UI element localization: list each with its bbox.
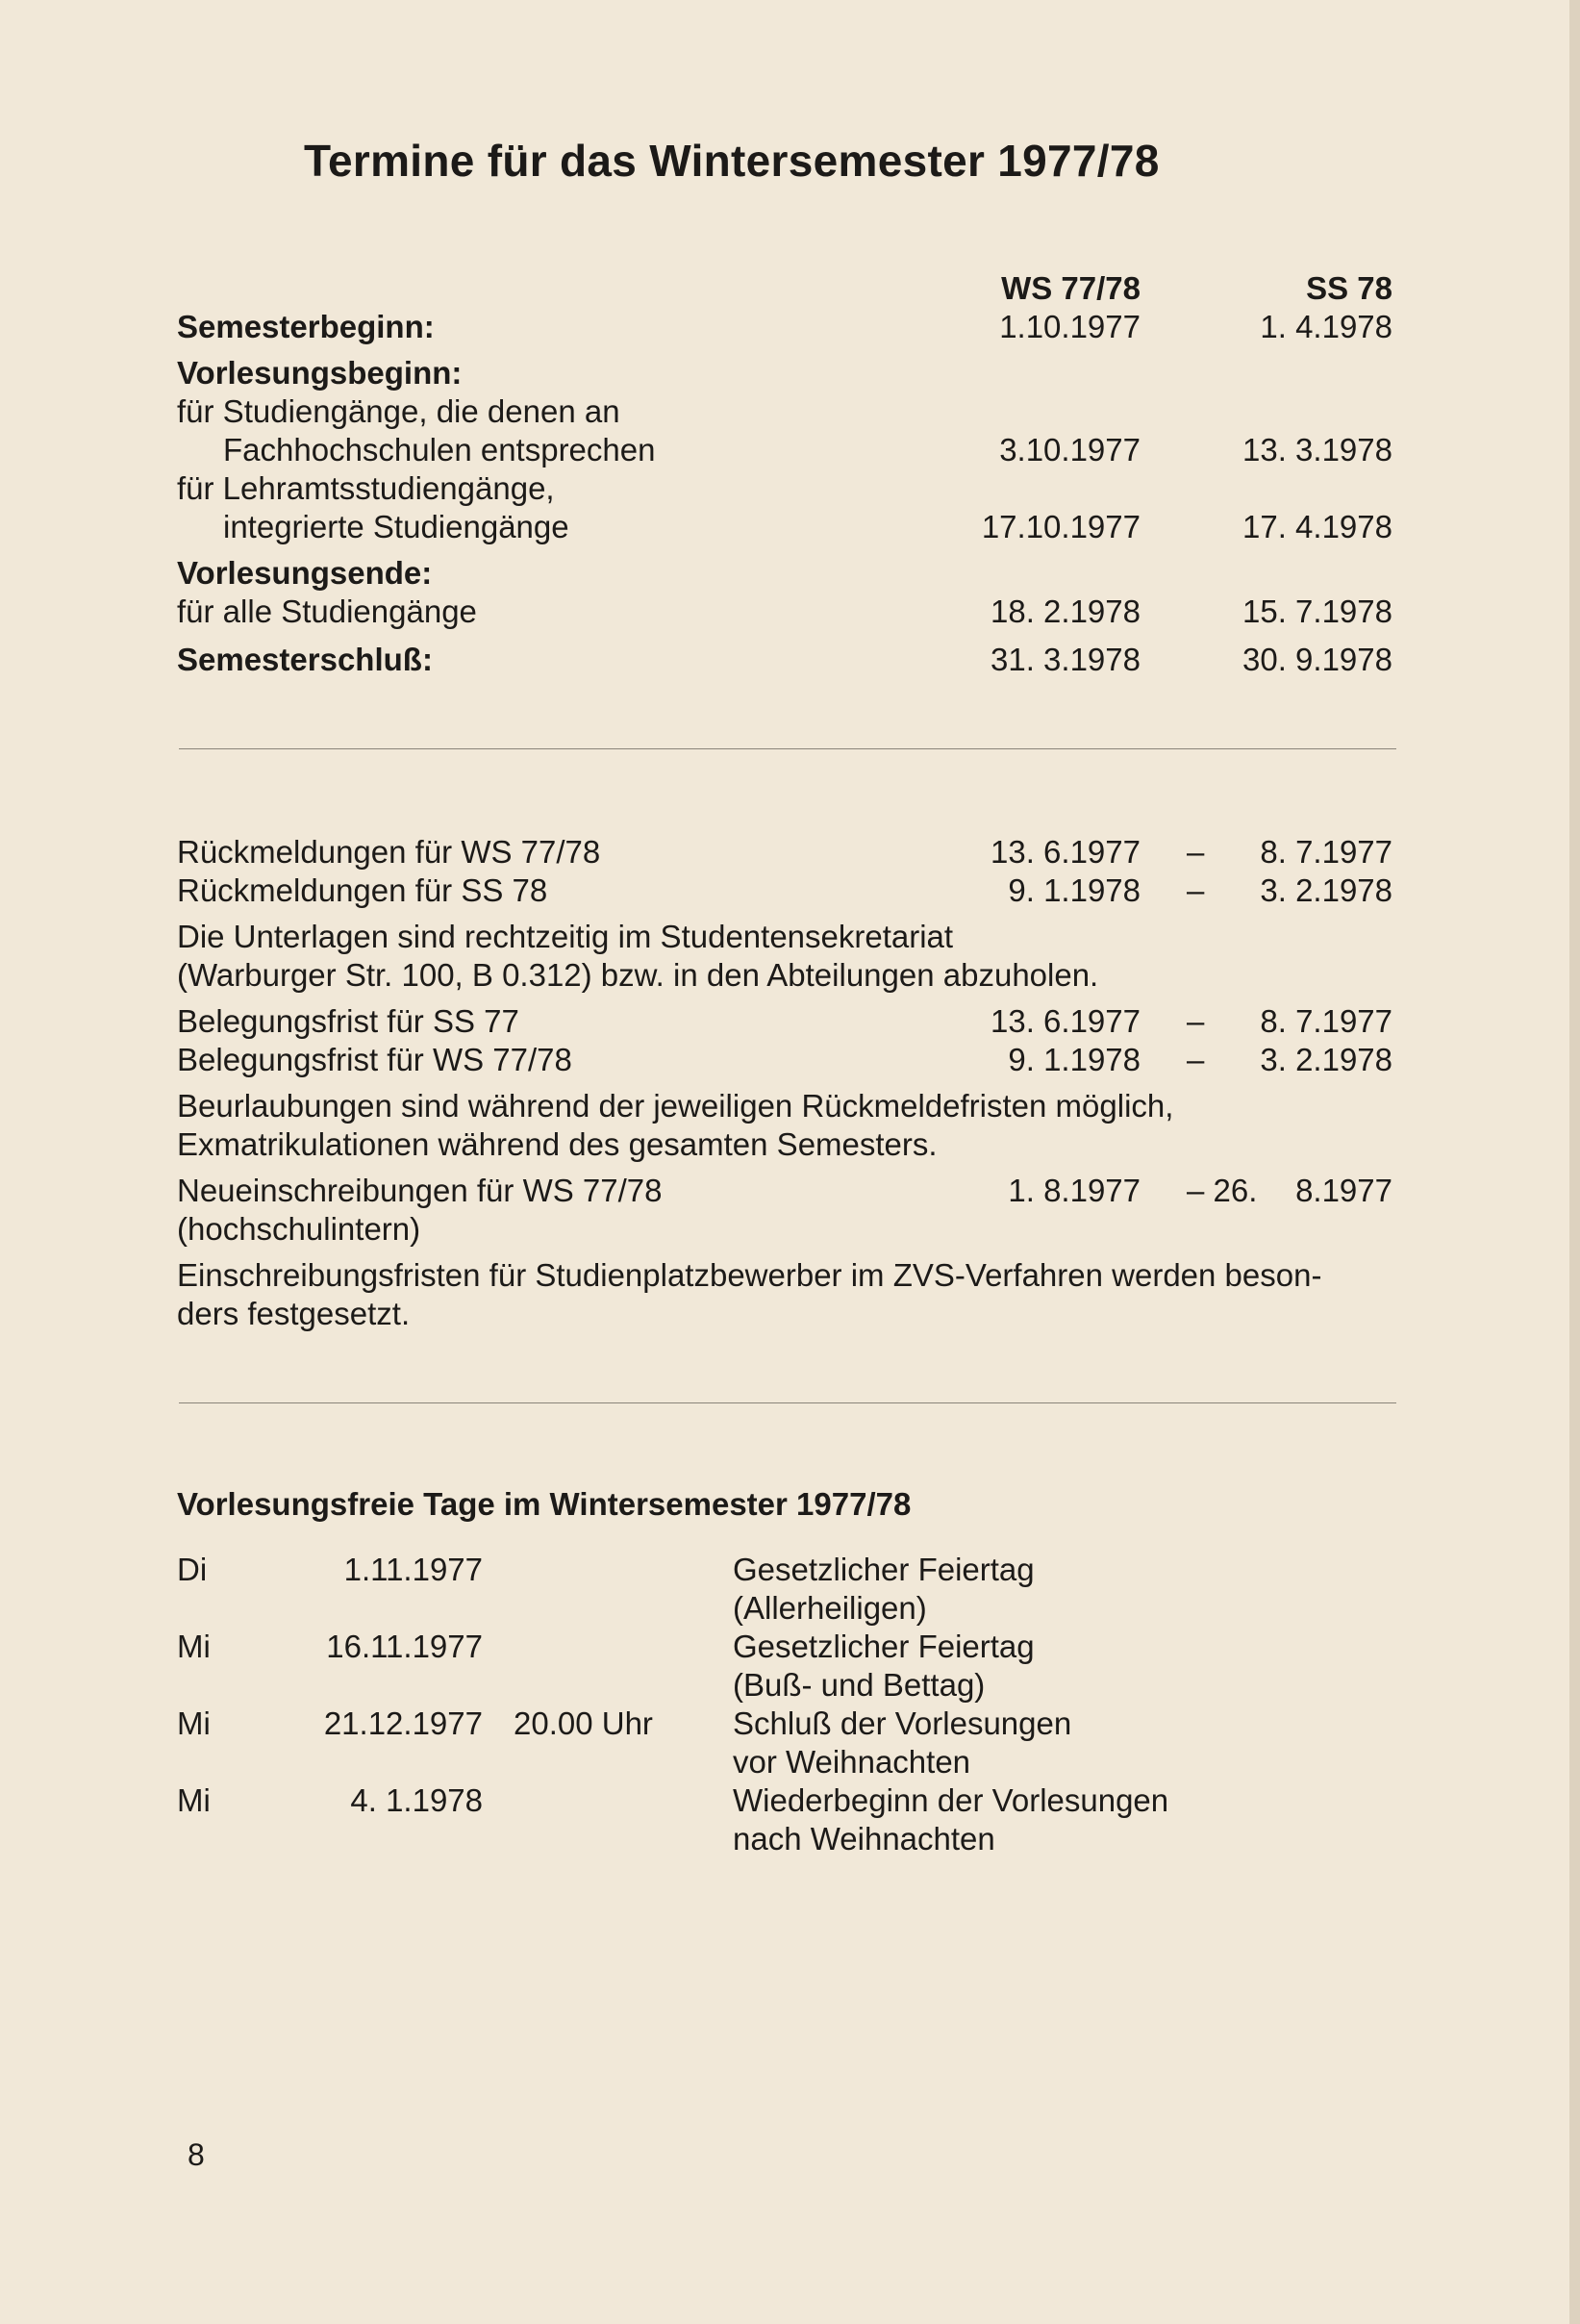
belegungsfrist-ws-to: 3. 2.1978	[1260, 1042, 1392, 1077]
column-header-ws: WS 77/78	[1001, 270, 1141, 306]
holidays-heading: Vorlesungsfreie Tage im Wintersemester 1977/78	[177, 1486, 912, 1522]
vorlesungsbeginn-heading: Vorlesungsbeginn:	[177, 355, 463, 391]
neueinschreibung-to: 8.1977	[1295, 1173, 1392, 1208]
neueinschreibung-note: (hochschulintern)	[177, 1211, 421, 1247]
vorlesungsende-ws: 18. 2.1978	[991, 594, 1141, 629]
holiday-description-detail: vor Weihnachten	[733, 1744, 971, 1780]
vorlesungsbeginn-row1-ws: 3.10.1977	[999, 432, 1141, 467]
semesterbeginn-label: Semesterbeginn:	[177, 309, 435, 344]
rueckmeldung-ss-label: Rückmeldungen für SS 78	[177, 872, 548, 908]
unterlagen-note-line2: (Warburger Str. 100, B 0.312) bzw. in den Abteilungen abzuholen.	[177, 957, 1099, 993]
holiday-day: Di	[177, 1552, 208, 1587]
holiday-day: Mi	[177, 1782, 211, 1818]
vorlesungsende-ss: 15. 7.1978	[1242, 594, 1392, 629]
divider	[179, 1402, 1396, 1403]
holiday-date: 4. 1.1978	[350, 1782, 483, 1818]
rueckmeldung-ss-from: 9. 1.1978	[1008, 872, 1141, 908]
holiday-day: Mi	[177, 1705, 211, 1741]
rueckmeldung-ss-dash: –	[1187, 872, 1205, 908]
semesterbeginn-ws: 1.10.1977	[999, 309, 1141, 344]
vorlesungsbeginn-row1-ss: 13. 3.1978	[1242, 432, 1392, 467]
vorlesungsbeginn-row2-ws: 17.10.1977	[981, 509, 1141, 544]
semesterschluss-ss: 30. 9.1978	[1242, 642, 1392, 677]
vorlesungsbeginn-row1-line1: für Studiengänge, die denen an	[177, 393, 620, 429]
holiday-description-detail: (Buß- und Bettag)	[733, 1667, 986, 1703]
beurlaubung-note-line2: Exmatrikulationen während des gesamten Semesters.	[177, 1126, 938, 1162]
holiday-description: Wiederbeginn der Vorlesungen	[733, 1782, 1169, 1818]
vorlesungsbeginn-row2-line1: für Lehramtsstudiengänge,	[177, 470, 555, 506]
holiday-date: 21.12.1977	[323, 1705, 483, 1741]
vorlesungsbeginn-row1-line2: Fachhochschulen entsprechen	[223, 432, 656, 467]
semesterschluss-ws: 31. 3.1978	[991, 642, 1141, 677]
belegungsfrist-ws-dash: –	[1187, 1042, 1205, 1077]
vorlesungsbeginn-row2-ss: 17. 4.1978	[1242, 509, 1392, 544]
vorlesungsbeginn-row2-line2: integrierte Studiengänge	[223, 509, 569, 544]
holiday-day: Mi	[177, 1629, 211, 1664]
semesterbeginn-ss: 1. 4.1978	[1260, 309, 1392, 344]
neueinschreibung-label: Neueinschreibungen für WS 77/78	[177, 1173, 663, 1208]
column-header-ss: SS 78	[1306, 270, 1392, 306]
holiday-description-detail: nach Weihnachten	[733, 1821, 995, 1857]
belegungsfrist-ss-dash: –	[1187, 1003, 1205, 1039]
neueinschreibung-from: 1. 8.1977	[1008, 1173, 1141, 1208]
einschreibung-note-line2: ders festgesetzt.	[177, 1296, 411, 1331]
rueckmeldung-ws-to: 8. 7.1977	[1260, 834, 1392, 870]
einschreibung-note-line1: Einschreibungsfristen für Studienplatzbewerber im ZVS-Verfahren werden beson-	[177, 1257, 1322, 1293]
vorlesungsende-label: für alle Studiengänge	[177, 594, 477, 629]
semesterschluss-label: Semesterschluß:	[177, 642, 433, 677]
page-number: 8	[188, 2137, 205, 2172]
beurlaubung-note-line1: Beurlaubungen sind während der jeweiligen Rückmeldefristen möglich,	[177, 1088, 1174, 1124]
belegungsfrist-ss-from: 13. 6.1977	[991, 1003, 1141, 1039]
holiday-description-detail: (Allerheiligen)	[733, 1590, 927, 1626]
page-edge	[1569, 0, 1580, 2324]
page-title: Termine für das Wintersemester 1977/78	[304, 136, 1160, 186]
rueckmeldung-ws-dash: –	[1187, 834, 1205, 870]
holiday-description: Gesetzlicher Feiertag	[733, 1552, 1035, 1587]
belegungsfrist-ss-label: Belegungsfrist für SS 77	[177, 1003, 519, 1039]
unterlagen-note-line1: Die Unterlagen sind rechtzeitig im Studentensekretariat	[177, 919, 954, 954]
belegungsfrist-ss-to: 8. 7.1977	[1260, 1003, 1392, 1039]
divider	[179, 748, 1396, 749]
holiday-date: 1.11.1977	[343, 1552, 483, 1587]
holiday-date: 16.11.1977	[326, 1629, 483, 1664]
holiday-description: Gesetzlicher Feiertag	[733, 1629, 1035, 1664]
rueckmeldung-ss-to: 3. 2.1978	[1260, 872, 1392, 908]
rueckmeldung-ws-from: 13. 6.1977	[991, 834, 1141, 870]
belegungsfrist-ws-label: Belegungsfrist für WS 77/78	[177, 1042, 572, 1077]
holiday-time: 20.00 Uhr	[514, 1705, 653, 1741]
holiday-description: Schluß der Vorlesungen	[733, 1705, 1072, 1741]
vorlesungsende-heading: Vorlesungsende:	[177, 555, 433, 591]
neueinschreibung-dash: – 26.	[1187, 1173, 1258, 1208]
belegungsfrist-ws-from: 9. 1.1978	[1008, 1042, 1141, 1077]
rueckmeldung-ws-label: Rückmeldungen für WS 77/78	[177, 834, 601, 870]
